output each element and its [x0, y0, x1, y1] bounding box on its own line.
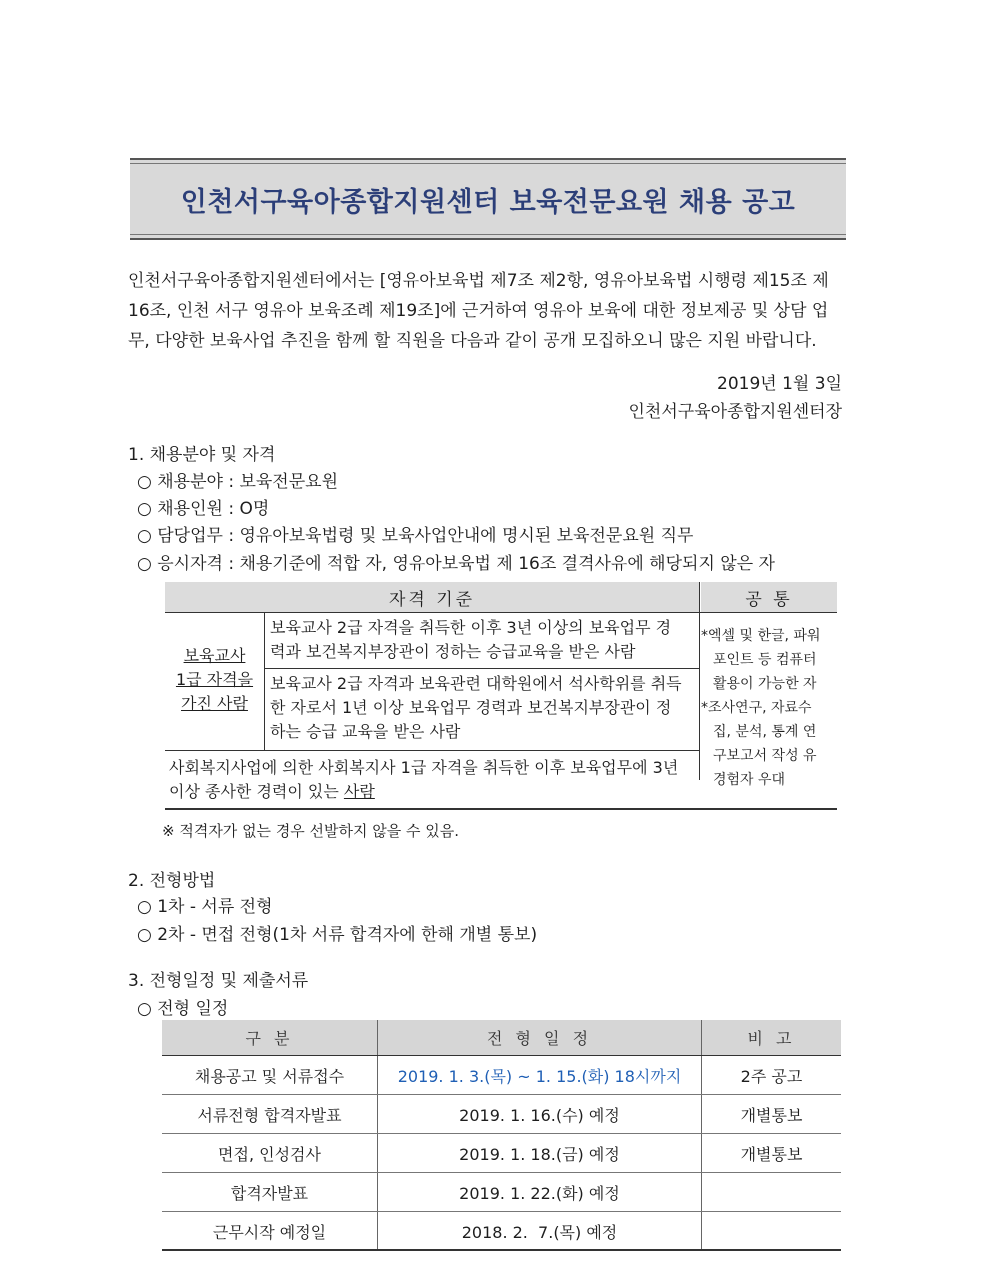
section1-bullet-duty: ○ 담당업무 : 영유아보육법령 및 보육사업안내에 명시된 보육전문요원 직무 [137, 526, 694, 546]
schedule-row-4-date: 2019. 1. 22.(화) 예정 [459, 1184, 620, 1203]
schedule-row-2-category: 서류전형 합격자발표 [197, 1106, 342, 1125]
section1-bullet-count: ○ 채용인원 : O명 [137, 499, 270, 519]
schedule-row-3-category: 면접, 인성검사 [218, 1145, 321, 1164]
schedule-header-date: 전 형 일 정 [378, 1020, 701, 1055]
section1-bullet-field: ○ 채용분야 : 보육전문요원 [137, 472, 338, 492]
title-banner [130, 158, 846, 240]
section1-bullet-eligibility: ○ 응시자격 : 채용기준에 적합 자, 영유아보육법 제 16조 결격사유에 해당되지 않은 자 [137, 554, 775, 574]
qual-header-common: 공 통 [701, 582, 837, 612]
schedule-row-3-remarks: 개별통보 [740, 1145, 803, 1164]
section1-heading: 1. 채용분야 및 자격 [128, 445, 276, 465]
qual-header-criteria: 자격 기준 [165, 582, 699, 612]
schedule-row-4-remarks [702, 1173, 841, 1212]
schedule-row-2-date: 2019. 1. 16.(수) 예정 [459, 1106, 620, 1125]
schedule-row-2-remarks: 개별통보 [740, 1106, 803, 1125]
schedule-row-1-remarks: 2주 공고 [740, 1067, 803, 1086]
schedule-row-5-remarks [702, 1212, 841, 1251]
qual-group-label: 보육교사 1급 자격을 가진 사람 [175, 646, 254, 713]
qualification-note: ※ 적격자가 없는 경우 선발하지 않을 수 있음. [162, 822, 460, 840]
schedule-row-1-date: 2019. 1. 3.(목) ~ 1. 15.(화) 18시까지 [397, 1067, 682, 1086]
qual-common-requirements: *엑셀 및 한글, 파워 포인트 등 컴퓨터 활용이 가능한 자 *조사연구, 자료수 집, 분석, 통계 연 구보고서 작성 유 경험자 우대 [701, 628, 821, 788]
intro-line-3: 무, 다양한 보육사업 추진을 함께 할 직원을 다음과 같이 공개 모집하오니 많은 지원 바랍니다. [128, 331, 817, 351]
section2-heading: 2. 전형방법 [128, 871, 216, 891]
qual-row-2: 보육교사 2급 자격과 보육관련 대학원에서 석사학위를 취득 한 자로서 1년 이상 보육업무 경력과 보건복지부장관이 정 하는 승급 교육을 받은 사람 [270, 674, 682, 741]
section3-heading: 3. 전형일정 및 제출서류 [128, 971, 309, 991]
intro-line-1: 인천서구육아종합지원센터에서는 [영유아보육법 제7조 제2항, 영유아보육법 시행령 제15조 제 [128, 271, 829, 291]
page-title: 인천서구육아종합지원센터 보육전문요원 채용 공고 [180, 186, 796, 218]
schedule-header-remarks: 비 고 [702, 1020, 841, 1055]
schedule-table [162, 1020, 841, 1251]
schedule-row-5-date: 2018. 2. 7.(목) 예정 [461, 1223, 618, 1242]
qual-row-3: 사회복지사업에 의한 사회복지사 1급 자격을 취득한 이후 보육업무에 3년 이상 종사한 경력이 있는 사람 [169, 758, 679, 801]
announcement-date: 2019년 1월 3일 [717, 374, 842, 394]
qual-row-1: 보육교사 2급 자격을 취득한 이후 3년 이상의 보육업무 경 력과 보건복지부장관이 정하는 승급교육을 받은 사람 [270, 618, 672, 661]
section3-subheading: ○ 전형 일정 [137, 999, 229, 1019]
intro-line-2: 16조, 인천 서구 영유아 보육조례 제19조]에 근거하여 영유아 보육에 대한 정보제공 및 상담 업 [128, 301, 829, 321]
issuer-name: 인천서구육아종합지원센터장 [628, 402, 842, 422]
schedule-row-3-date: 2019. 1. 18.(금) 예정 [459, 1145, 620, 1164]
section2-step-1: ○ 1차 - 서류 전형 [137, 897, 273, 917]
schedule-row-5-category: 근무시작 예정일 [212, 1223, 327, 1242]
schedule-row-4-category: 합격자발표 [230, 1184, 309, 1203]
schedule-row-1-category: 채용공고 및 서류접수 [194, 1067, 345, 1086]
qualification-table [165, 582, 837, 810]
schedule-header-category: 구 분 [162, 1020, 377, 1055]
section2-step-2: ○ 2차 - 면접 전형(1차 서류 합격자에 한해 개별 통보) [137, 925, 538, 945]
